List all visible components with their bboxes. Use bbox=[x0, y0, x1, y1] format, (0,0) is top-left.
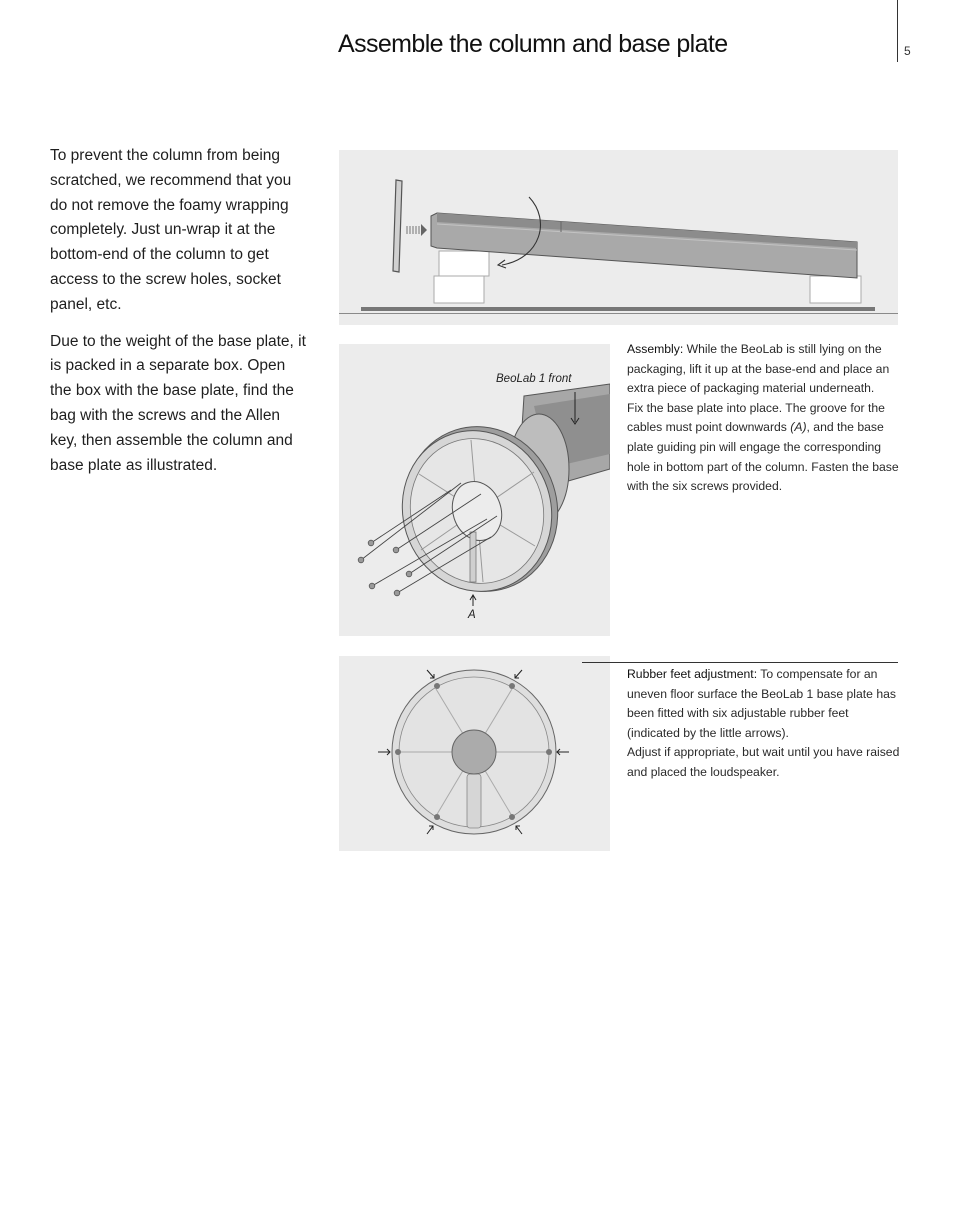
assembly-paragraph-2 bbox=[627, 399, 902, 497]
intro-paragraph-2: Due to the weight of the base plate, it is packed in a separate box. Open the box with the base plate, find the bag with the screws and the Allen key, then assemble the column and base plate as illustrated. bbox=[50, 332, 306, 474]
assembly-text-2b: (A) bbox=[790, 420, 807, 435]
assembly-caption bbox=[627, 340, 902, 497]
assembly-text-2c: , and the base plate guiding pin will engage the corresponding hole in bottom part of the column. Fasten the base with the six screws provided. bbox=[627, 420, 899, 494]
page-number-rule bbox=[897, 0, 898, 62]
page-number: 5 bbox=[904, 44, 911, 58]
rubber-feet-paragraph-1 bbox=[627, 665, 902, 743]
assembly-lead: Assembly: bbox=[627, 342, 684, 356]
rubber-feet-illustration bbox=[339, 656, 610, 851]
column-lying-drawing bbox=[339, 150, 898, 325]
figure-1-underline bbox=[339, 313, 898, 314]
rubber-feet-rule bbox=[582, 662, 898, 663]
rubber-feet-text-1: To compensate for an uneven floor surface the BeoLab 1 base plate has been fitted with six adjustable rubber feet (indicated by the little arrows). bbox=[627, 667, 896, 740]
page-title: Assemble the column and base plate bbox=[338, 30, 728, 58]
column-lying-illustration bbox=[339, 150, 898, 325]
beolab-front-label: BeoLab 1 front bbox=[496, 373, 572, 385]
base-plate-assembly-drawing bbox=[339, 344, 610, 636]
intro-paragraph-1: To prevent the column from being scratched, we recommend that you do not remove the foamy wrapping completely. Just un-wrap it at the bottom-end of the column to get access to the screw holes, socket panel, etc. bbox=[50, 147, 292, 313]
assembly-text-1: While the BeoLab is still lying on the packaging, lift it up at the base-end and place an extra piece of packaging material underneath. bbox=[627, 342, 890, 396]
rubber-feet-paragraph-2: Adjust if appropriate, but wait until you have raised and placed the loudspeaker. bbox=[627, 745, 900, 779]
rubber-feet-lead: Rubber feet adjustment: bbox=[627, 667, 758, 681]
rubber-feet-caption bbox=[627, 665, 902, 783]
assembly-paragraph-1 bbox=[627, 340, 902, 399]
assembly-text-2a: Fix the base plate into place. The groove for the cables must point downwards bbox=[627, 400, 885, 435]
base-plate-assembly-illustration bbox=[339, 344, 610, 636]
intro-text bbox=[50, 144, 308, 490]
rubber-feet-drawing bbox=[339, 656, 610, 851]
groove-a-label: A bbox=[468, 609, 476, 621]
